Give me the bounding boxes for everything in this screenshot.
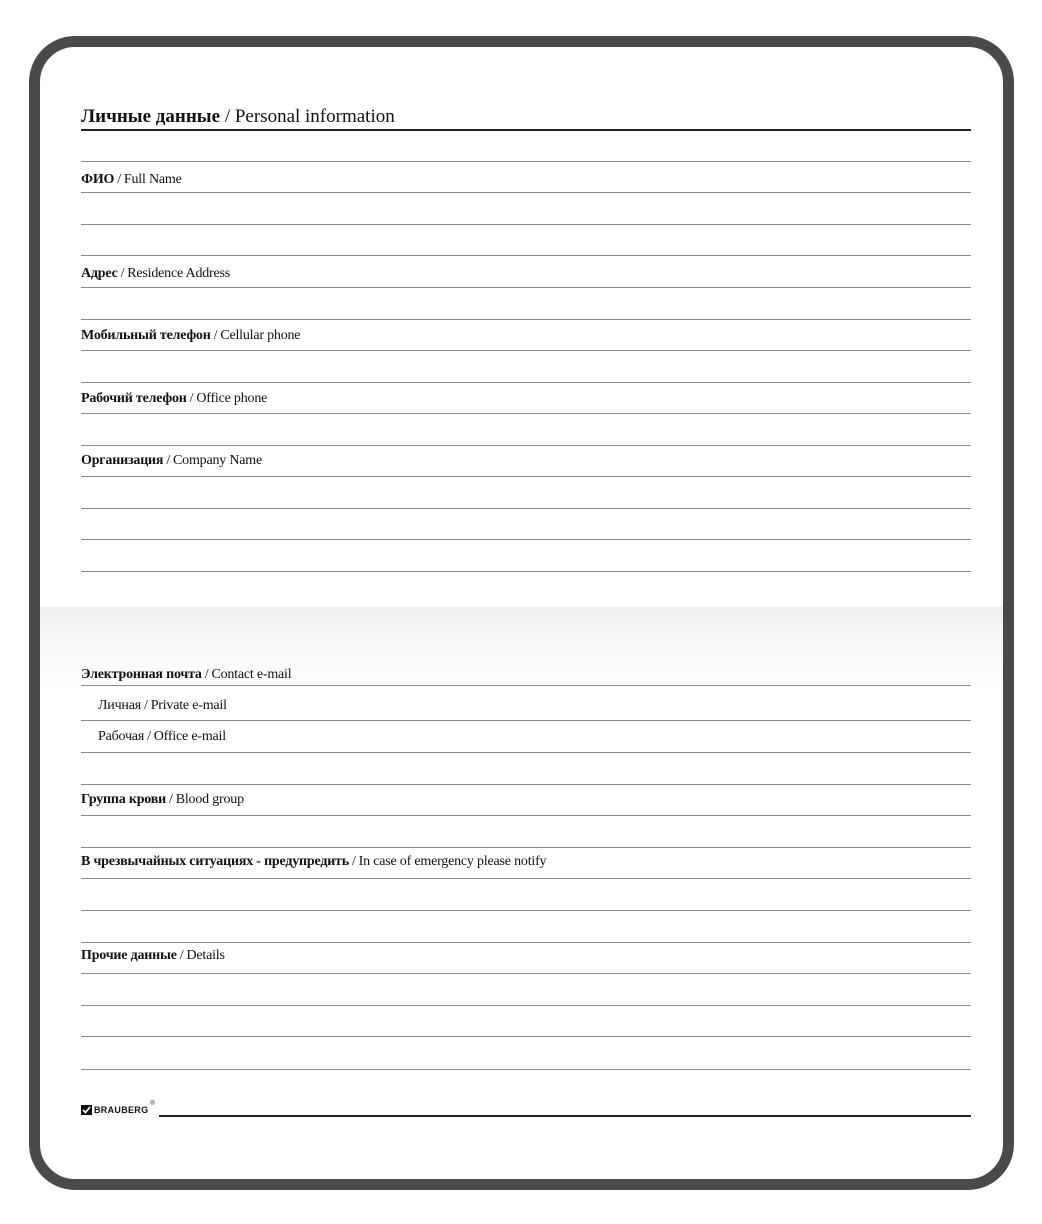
- form-line[interactable]: [81, 161, 971, 162]
- form-line[interactable]: [81, 287, 971, 288]
- form-line[interactable]: [81, 942, 971, 943]
- form-line[interactable]: [81, 910, 971, 911]
- brand-logo: [81, 1103, 155, 1117]
- form-line[interactable]: [81, 192, 971, 193]
- brand-registered-mark: ®: [150, 1101, 155, 1107]
- label-email-office: Рабочая / Office e-mail: [98, 729, 226, 744]
- form-line[interactable]: [81, 319, 971, 320]
- form-line[interactable]: [81, 445, 971, 446]
- form-line[interactable]: [81, 847, 971, 848]
- form-line[interactable]: [81, 784, 971, 785]
- label-blood-group: Группа крови / Blood group: [81, 792, 244, 807]
- brand-line: [159, 1115, 971, 1117]
- page-frame: [29, 36, 1014, 1190]
- form-line[interactable]: [81, 720, 971, 721]
- title-underline: [81, 129, 971, 131]
- form-line[interactable]: [81, 224, 971, 225]
- label-email-private: Личная / Private e-mail: [98, 698, 227, 713]
- check-icon: [82, 1106, 91, 1114]
- label-mobile: Мобильный телефон / Cellular phone: [81, 328, 301, 343]
- label-emergency: В чрезвычайных ситуациях - предупредить / In case of emergency please notify: [81, 854, 547, 869]
- form-line[interactable]: [81, 413, 971, 414]
- label-office-phone: Рабочий телефон / Office phone: [81, 391, 268, 406]
- form-line[interactable]: [81, 1005, 971, 1006]
- form-line[interactable]: [81, 752, 971, 753]
- label-details: Прочие данные / Details: [81, 948, 225, 963]
- form-line[interactable]: [81, 1069, 971, 1070]
- brand-check-icon: [81, 1105, 92, 1115]
- form-line[interactable]: [81, 973, 971, 974]
- title-separator: /: [224, 106, 231, 127]
- form-line[interactable]: [81, 539, 971, 540]
- brand-name: BRAUBERG: [94, 1105, 149, 1115]
- form-line[interactable]: [81, 508, 971, 509]
- form-line[interactable]: [81, 878, 971, 879]
- title-ru: Личные данные: [81, 106, 221, 127]
- label-company: Организация / Company Name: [81, 453, 262, 468]
- label-email: Электронная почта / Contact e-mail: [81, 667, 292, 682]
- form-line[interactable]: [81, 255, 971, 256]
- form-line[interactable]: [81, 1036, 971, 1037]
- form-line[interactable]: [81, 382, 971, 383]
- label-full-name: ФИО / Full Name: [81, 172, 182, 187]
- form-line[interactable]: [81, 350, 971, 351]
- title-en: Personal information: [234, 106, 395, 127]
- form-line[interactable]: [81, 571, 971, 572]
- form-line[interactable]: [81, 685, 971, 686]
- form-line[interactable]: [81, 476, 971, 477]
- page-title: [81, 105, 395, 129]
- label-address: Адрес / Residence Address: [81, 266, 231, 281]
- form-line[interactable]: [81, 815, 971, 816]
